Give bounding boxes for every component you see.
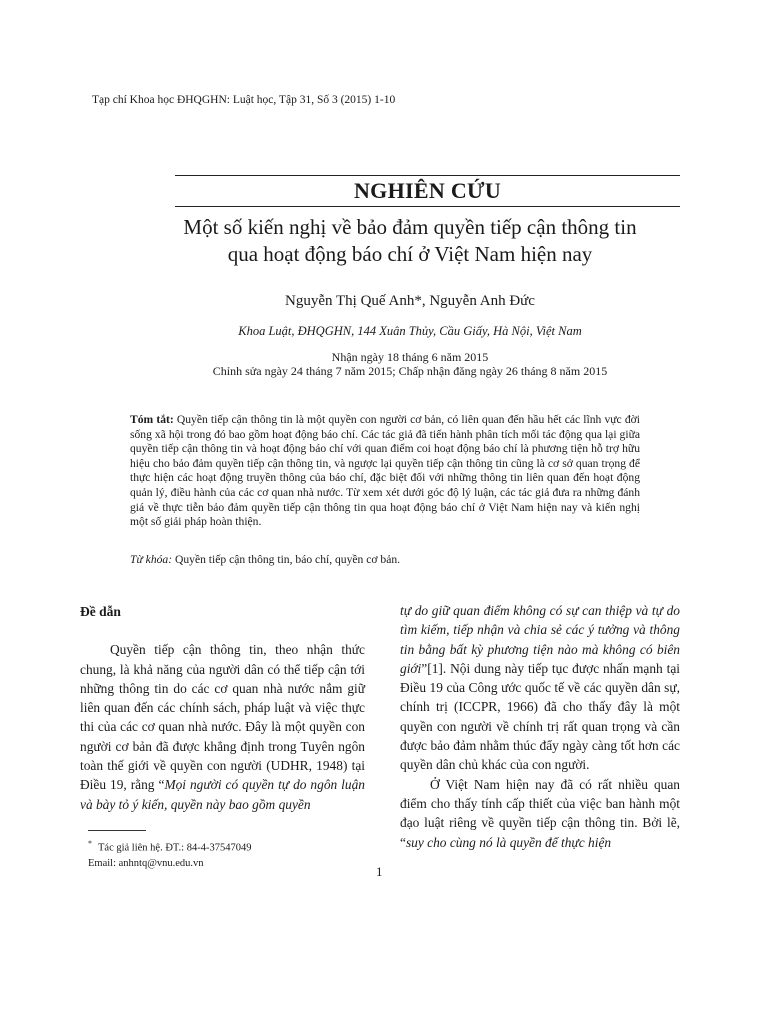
keywords-text: Quyền tiếp cận thông tin, báo chí, quyền cơ bản. [174, 553, 401, 566]
section-heading: NGHIÊN CỨU [353, 178, 502, 203]
affiliation: Khoa Luật, ĐHQGHN, 144 Xuân Thủy, Cầu Giấy, Hà Nội, Việt Nam [238, 324, 582, 338]
udhr-quote-end: tự do giữ quan điểm không có sự can thiệp và tự do tìm kiếm, tiếp nhận và chia sẻ các ý tưởng và thông tin bằng bất kỳ phương tiện nào mà không có biên giới [400, 603, 680, 676]
paper-title [100, 214, 720, 268]
right-column [400, 601, 680, 852]
intro-paragraph [80, 640, 365, 814]
abstract-text: Quyền tiếp cận thông tin là một quyền con người cơ bản, có liên quan đến hầu hết các lĩnh vực đời sống xã hội trong đó bao gồm hoạt động báo chí. Các tác giả đã tiến hành phân tích mối tác động qua lại giữa quyền tiếp cận thông tin và hoạt động báo chí với quan điểm coi hoạt động báo chí là phương tiện hỗ trợ hữu hiệu cho bảo đảm quyền tiếp cận thông tin, và ngược lại quyền tiếp cận thông tin cũng là cơ sở quan trọng để thực hiện các hoạt động truyền thông của báo chí, đặc biệt đối với những thông tin liên quan đến hoạt động quản lý, điều hành của các cơ quan nhà nước. Từ xem xét dưới góc độ lý luận, các tác giả đưa ra những đánh giá về thực tiễn bảo đảm quyền tiếp cận thông tin qua hoạt động báo chí ở Việt Nam hiện nay và kiến nghị một số giải pháp hoàn thiện. [130, 413, 640, 529]
paper-title-line-1: Một số kiến nghị về bảo đảm quyền tiếp cận thông tin [183, 215, 637, 239]
udhr-quote-start: Mọi người có quyền tự do ngôn luận và bày tỏ ý kiến, quyền này bao gồm quyền [80, 777, 365, 812]
abstract [130, 413, 640, 530]
iccpr-text: ”[1]. Nội dung này tiếp tục được nhấn mạnh tại Điều 19 của Công ước quốc tế về các quyền dân sự, chính trị (ICCPR, 1966) đã cho thấy đây là một quyền con người về chính trị rất quan trọng và cần được bảo đảm nhằm thúc đẩy ngày càng tốt hơn các quyền dân chủ khác của con người. [400, 660, 680, 773]
vietnam-text: Ở Việt Nam hiện nay đã có rất nhiều quan điểm cho thấy tính cấp thiết của việc ban hành một đạo luật riêng về quyền tiếp cận thông tin. Bởi lẽ, “ [400, 776, 680, 850]
received-date: Nhận ngày 18 tháng 6 năm 2015 [331, 350, 489, 364]
vietnam-quote: suy cho cùng nó là quyền để thực hiện [405, 834, 612, 850]
intro-text: Quyền tiếp cận thông tin, theo nhận thức chung, là khả năng của người dân có thể tiếp cận tới những thông tin do các cơ quan nhà nước nắm giữ liên quan đến các chính sách, pháp luật và việc thực thi của các cơ quan nhà nước. Đây là một quyền con người cơ bản đã được khẳng định trong Tuyên ngôn toàn thế giới về quyền con người (UDHR, 1948) tại Điều 19, rằng “ [80, 642, 365, 793]
footnote-rule [88, 830, 146, 831]
abstract-label: Tóm tắt: [130, 413, 174, 426]
footnote-contact: Tác giả liên hệ. ĐT.: 84-4-37547049 [98, 842, 252, 854]
footnote-marker: * [88, 839, 92, 848]
footnote-line-1 [88, 836, 251, 856]
journal-citation: Tạp chí Khoa học ĐHQGHN: Luật học, Tập 31, Số 3 (2015) 1-10 [92, 94, 396, 106]
continued-paragraph [400, 601, 680, 775]
left-column [80, 602, 365, 814]
keywords [130, 553, 640, 566]
vietnam-paragraph [400, 775, 680, 852]
footnote-line-2: Email: anhntq@vnu.edu.vn [88, 857, 204, 869]
authors: Nguyễn Thị Quế Anh*, Nguyễn Anh Đức [285, 293, 535, 309]
revised-accepted-date: Chỉnh sửa ngày 24 tháng 7 năm 2015; Chấp nhận đăng ngày 26 tháng 8 năm 2015 [212, 364, 608, 378]
bottom-rule [175, 206, 680, 207]
page-number: 1 [376, 864, 383, 879]
paper-title-line-2: qua hoạt động báo chí ở Việt Nam hiện nay [227, 242, 593, 266]
keywords-label: Từ khóa: [130, 553, 173, 566]
footnote [88, 836, 251, 871]
top-rule [175, 175, 680, 176]
intro-heading: Đề dẫn [80, 604, 121, 619]
